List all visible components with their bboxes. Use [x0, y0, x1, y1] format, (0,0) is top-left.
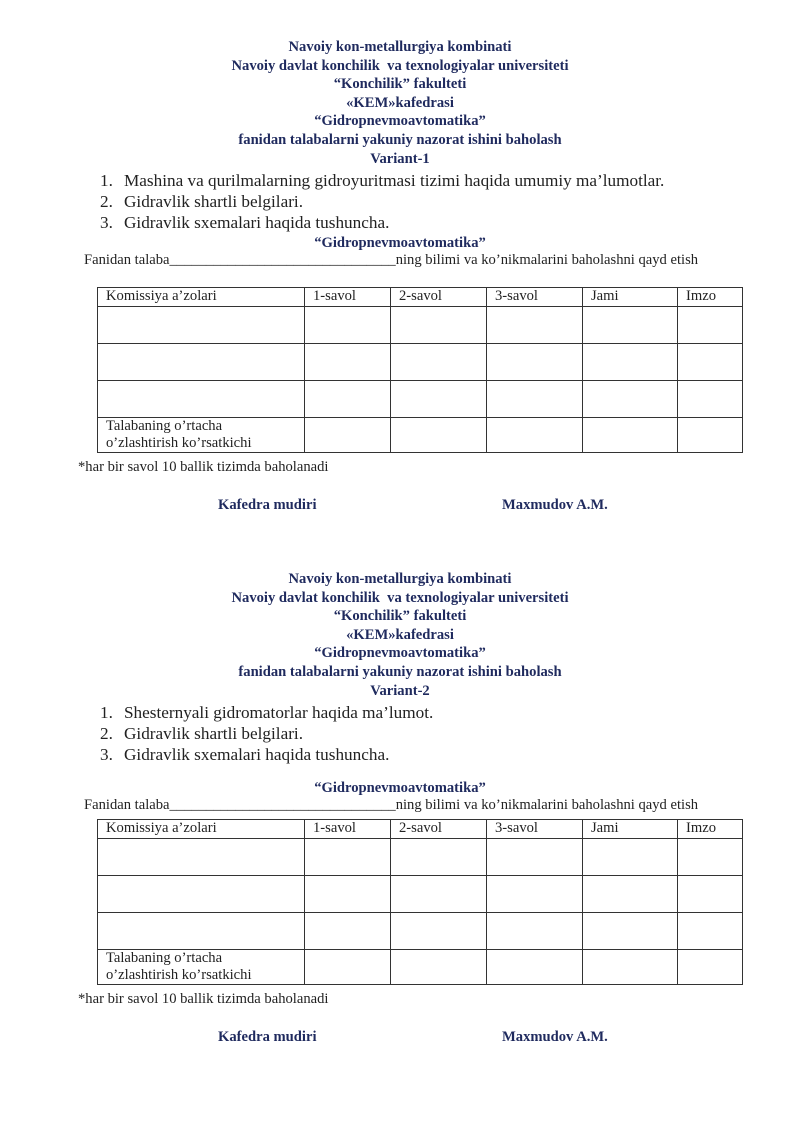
grading-note: *har bir savol 10 ballik tizimda baholanadi: [78, 459, 329, 475]
table-cell: [678, 876, 743, 913]
grading-note: *har bir savol 10 ballik tizimda baholanadi: [78, 991, 329, 1007]
table-cell: [305, 950, 391, 985]
table-cell: [98, 876, 305, 913]
question-text: Gidravlik shartli belgilari.: [124, 192, 303, 212]
table-cell: [678, 307, 743, 344]
question-item: [0, 723, 800, 744]
table-row: [98, 381, 743, 418]
table-row: [98, 913, 743, 950]
col-header-q1: 1-savol: [305, 820, 391, 839]
header-org: Navoiy kon-metallurgiya kombinati: [288, 571, 512, 587]
question-item: [0, 744, 800, 765]
table-cell: [98, 913, 305, 950]
average-label: [98, 950, 305, 985]
table-cell: [391, 839, 487, 876]
header-department: «KEM»kafedrasi: [346, 626, 454, 643]
student-line: Fanidan talaba_______________________________ning bilimi va ko’nikmalarini baholashni qayd etish: [84, 252, 699, 269]
header-university: Navoiy davlat konchilik va texnologiyalar universiteti: [231, 589, 569, 606]
question-list: [0, 702, 800, 765]
header-subject: “Gidropnevmoavtomatika”: [314, 645, 486, 662]
table-cell: [678, 418, 743, 453]
table-cell: [583, 307, 678, 344]
grades-table: [97, 819, 743, 985]
average-label-line2: o’zlashtirish ko’rsatkichi: [106, 967, 252, 983]
col-header-q2: 2-savol: [391, 288, 487, 307]
header-faculty: “Konchilik” fakulteti: [333, 76, 467, 93]
signature-name: Maxmudov A.M.: [502, 497, 608, 513]
table-header-row: [98, 820, 743, 839]
col-header-signature: Imzo: [678, 820, 743, 839]
question-item: [0, 191, 800, 212]
table-row: [98, 839, 743, 876]
table-cell: [583, 913, 678, 950]
col-header-commission: Komissiya a’zolari: [98, 820, 305, 839]
grades-table: [97, 287, 743, 453]
table-cell: [583, 418, 678, 453]
question-item: [0, 170, 800, 191]
table-header-row: [98, 288, 743, 307]
col-header-commission: Komissiya a’zolari: [98, 288, 305, 307]
question-number: 3.: [100, 745, 113, 765]
col-header-q3: 3-savol: [487, 288, 583, 307]
table-cell: [391, 344, 487, 381]
average-label-line1: Talabaning o’rtacha: [106, 418, 223, 434]
header-purpose: fanidan talabalarni yakuniy nazorat ishini baholash: [238, 131, 562, 148]
table-cell: [305, 839, 391, 876]
table-cell: [391, 876, 487, 913]
signature-title: Kafedra mudiri: [218, 1029, 317, 1045]
variant-block-1: [0, 38, 800, 513]
table-cell: [391, 418, 487, 453]
question-number: 1.: [100, 171, 113, 191]
table-cell: [487, 344, 583, 381]
average-label: [98, 418, 305, 453]
question-text: Gidravlik sxemalari haqida tushuncha.: [124, 213, 390, 233]
table-cell: [678, 839, 743, 876]
table-cell: [678, 950, 743, 985]
table-cell: [487, 381, 583, 418]
header-faculty: “Konchilik” fakulteti: [333, 608, 467, 625]
subject-title: “Gidropnevmoavtomatika”: [314, 780, 486, 797]
question-number: 2.: [100, 192, 113, 212]
header-university: Navoiy davlat konchilik va texnologiyalar universiteti: [231, 57, 569, 74]
signature-name: Maxmudov A.M.: [502, 1029, 608, 1045]
header-purpose: fanidan talabalarni yakuniy nazorat ishini baholash: [238, 663, 562, 680]
col-header-q2: 2-savol: [391, 820, 487, 839]
table-cell: [487, 839, 583, 876]
table-cell: [583, 950, 678, 985]
table-cell: [305, 344, 391, 381]
table-cell: [98, 381, 305, 418]
question-number: 3.: [100, 213, 113, 233]
header-subject: “Gidropnevmoavtomatika”: [314, 113, 486, 130]
variant-block-2: [0, 570, 800, 1045]
question-text: Shesternyali gidromatorlar haqida ma’lumot.: [124, 703, 434, 723]
table-cell: [98, 344, 305, 381]
table-cell: [305, 381, 391, 418]
table-cell: [678, 381, 743, 418]
table-cell: [391, 307, 487, 344]
table-cell: [487, 913, 583, 950]
average-row: [98, 950, 743, 985]
table-cell: [391, 913, 487, 950]
document-header: [0, 38, 800, 168]
subject-title: “Gidropnevmoavtomatika”: [314, 235, 486, 252]
question-number: 1.: [100, 703, 113, 723]
variant-title: Variant-2: [370, 682, 430, 699]
table-cell: [391, 381, 487, 418]
document-header: [0, 570, 800, 700]
table-cell: [305, 913, 391, 950]
question-item: [0, 212, 800, 233]
table-cell: [678, 913, 743, 950]
signature-title: Kafedra mudiri: [218, 497, 317, 513]
table-row: [98, 307, 743, 344]
col-header-signature: Imzo: [678, 288, 743, 307]
col-header-total: Jami: [583, 288, 678, 307]
table-cell: [305, 418, 391, 453]
question-list: [0, 170, 800, 233]
table-cell: [487, 950, 583, 985]
table-cell: [487, 876, 583, 913]
average-label-line2: o’zlashtirish ko’rsatkichi: [106, 435, 252, 451]
question-text: Mashina va qurilmalarning gidroyuritmasi tizimi haqida umumiy ma’lumotlar.: [124, 171, 665, 191]
col-header-total: Jami: [583, 820, 678, 839]
table-cell: [305, 307, 391, 344]
table-cell: [487, 307, 583, 344]
table-cell: [487, 418, 583, 453]
average-row: [98, 418, 743, 453]
table-row: [98, 876, 743, 913]
header-org: Navoiy kon-metallurgiya kombinati: [288, 39, 512, 55]
table-cell: [583, 876, 678, 913]
table-cell: [305, 876, 391, 913]
question-text: Gidravlik sxemalari haqida tushuncha.: [124, 745, 390, 765]
table-row: [98, 344, 743, 381]
table-cell: [678, 344, 743, 381]
question-text: Gidravlik shartli belgilari.: [124, 724, 303, 744]
variant-title: Variant-1: [370, 150, 430, 167]
question-item: [0, 702, 800, 723]
average-label-line1: Talabaning o’rtacha: [106, 950, 223, 966]
col-header-q3: 3-savol: [487, 820, 583, 839]
table-cell: [391, 950, 487, 985]
col-header-q1: 1-savol: [305, 288, 391, 307]
question-number: 2.: [100, 724, 113, 744]
header-department: «KEM»kafedrasi: [346, 94, 454, 111]
table-cell: [583, 381, 678, 418]
student-line: Fanidan talaba_______________________________ning bilimi va ko’nikmalarini baholashni qayd etish: [84, 797, 699, 814]
table-cell: [98, 307, 305, 344]
table-cell: [98, 839, 305, 876]
table-cell: [583, 344, 678, 381]
table-cell: [583, 839, 678, 876]
